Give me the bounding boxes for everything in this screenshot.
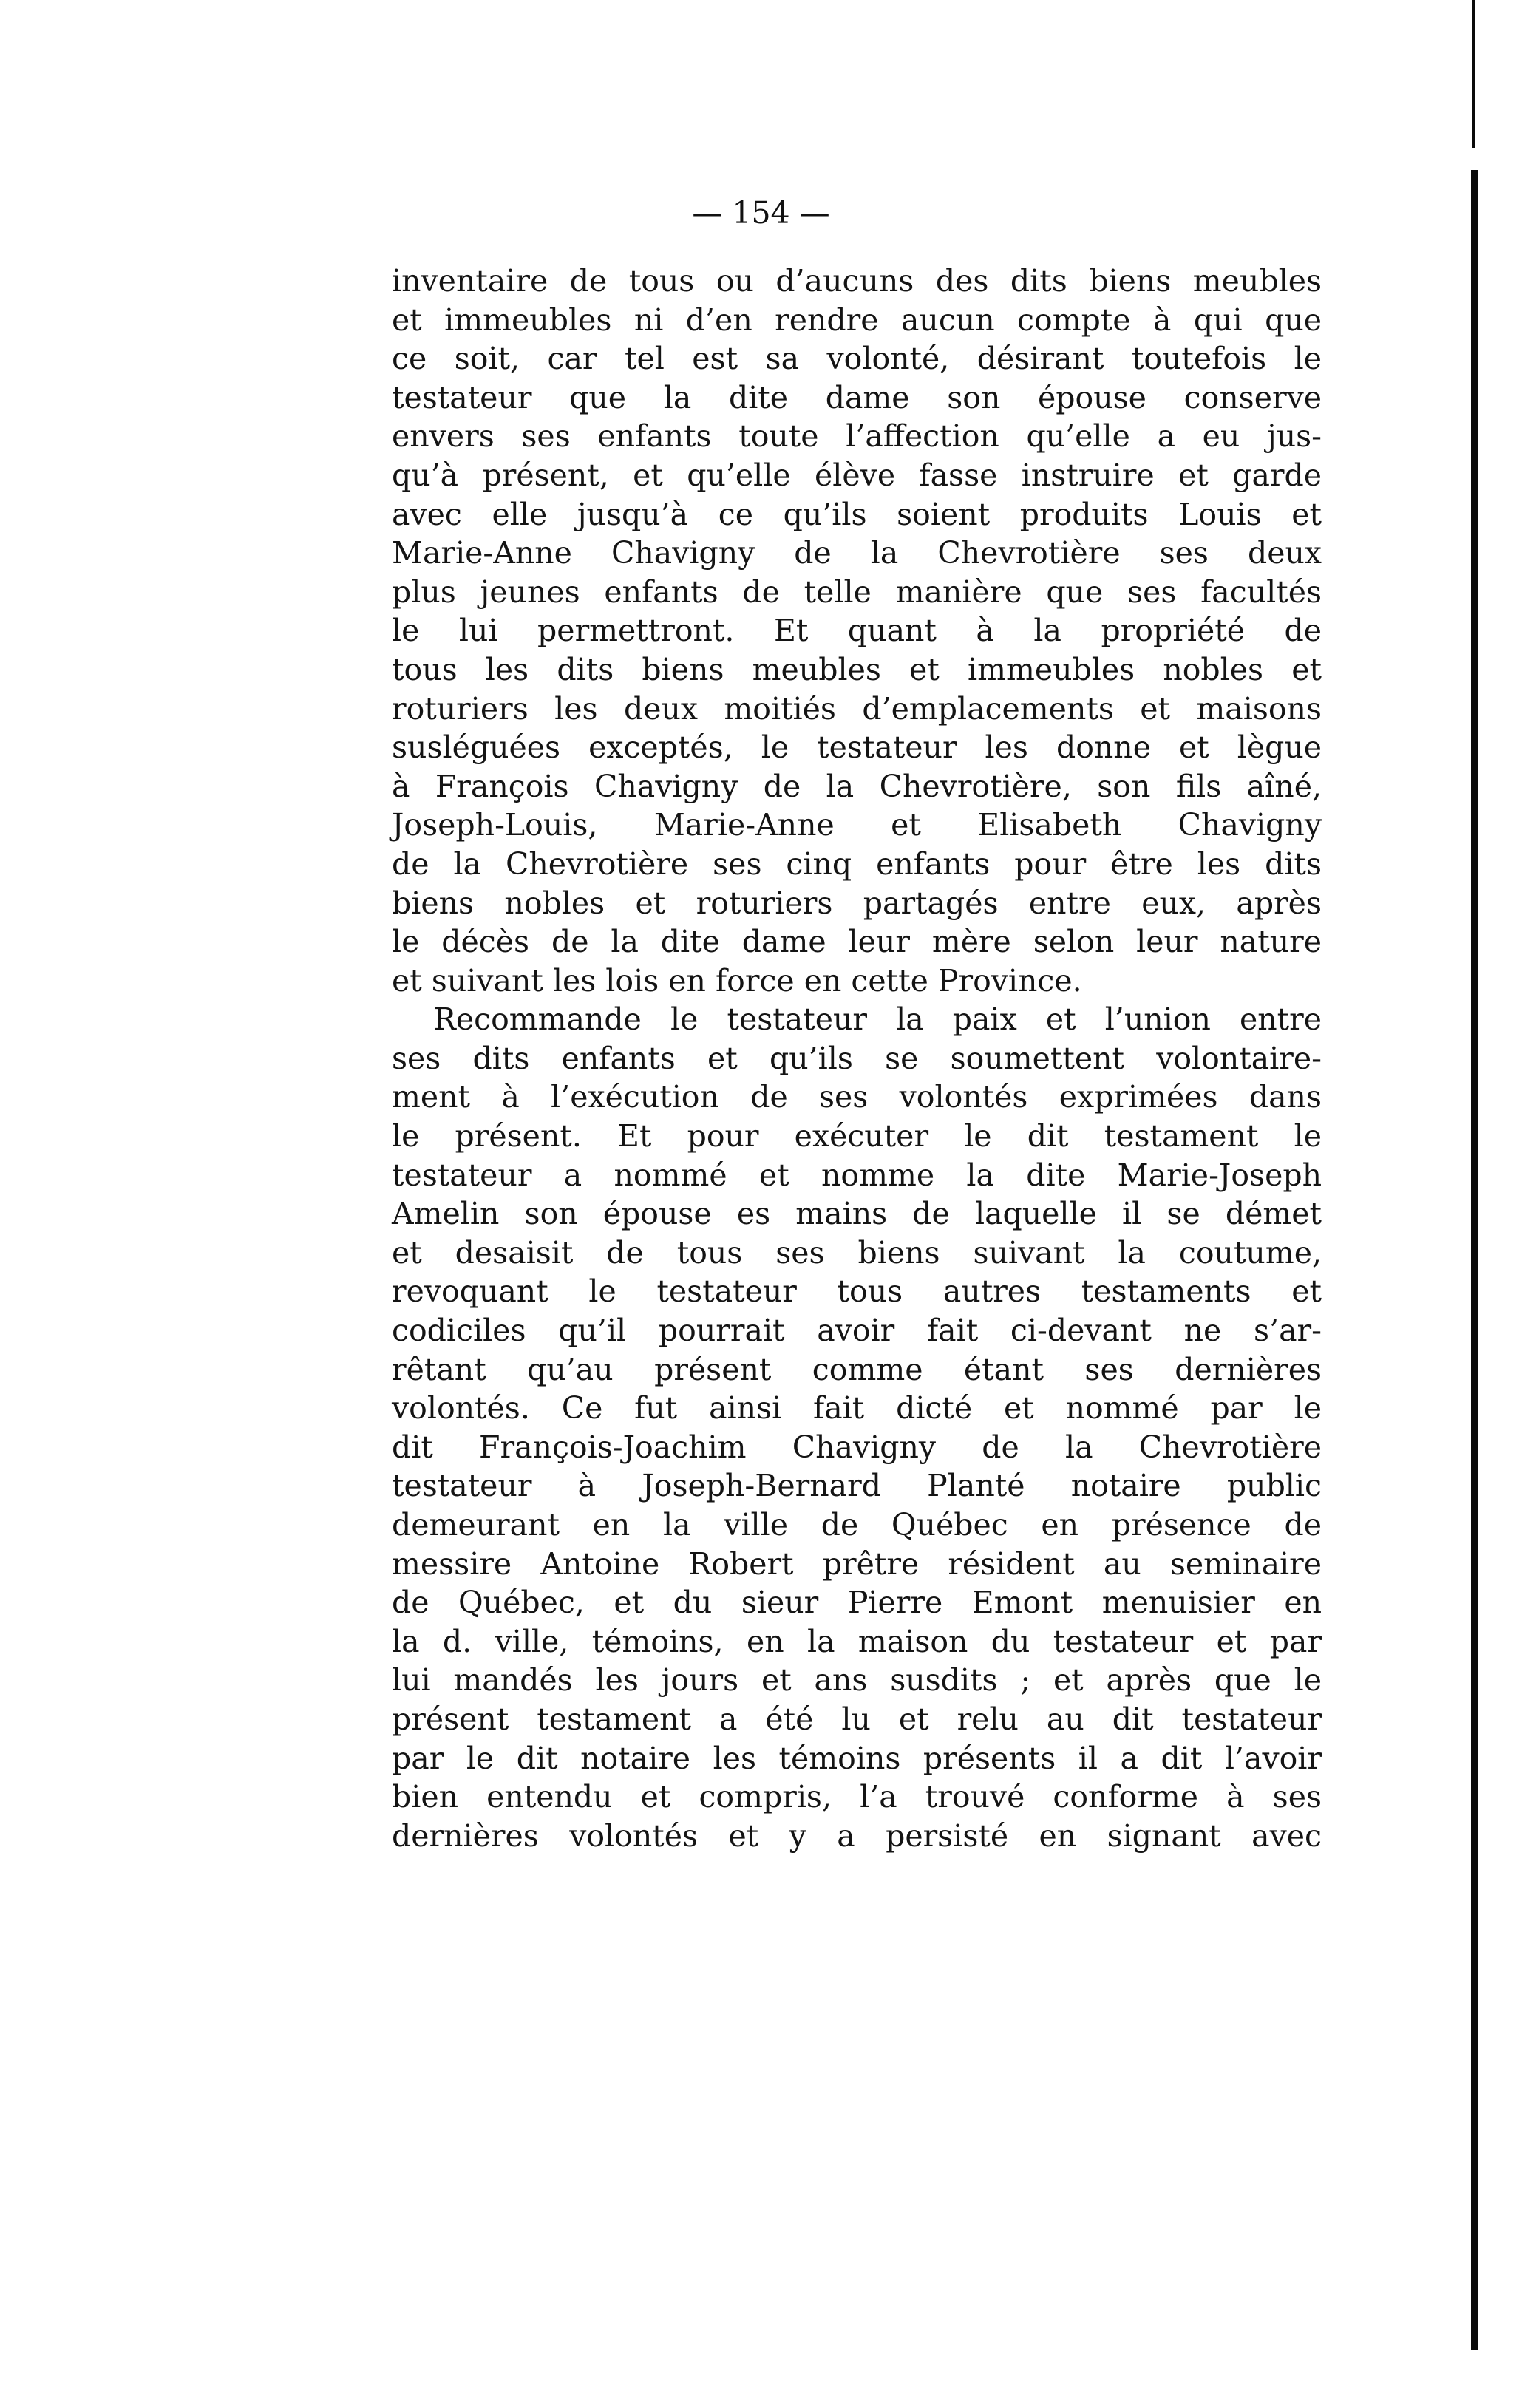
text-line: Amelin son épouse es mains de laquelle il se démet	[392, 1196, 1322, 1232]
text-line: bien entendu et compris, l’a trouvé conforme à ses	[392, 1779, 1322, 1815]
text-line: avec elle jusqu’à ce qu’ils soient produits Louis et	[392, 496, 1322, 532]
text-line: messire Antoine Robert prêtre résident au seminaire	[392, 1545, 1322, 1582]
text-line: testateur à Joseph-Bernard Planté notaire public	[392, 1468, 1322, 1504]
text-line: plus jeunes enfants de telle manière que ses facultés	[392, 574, 1322, 610]
text-line: volontés. Ce fut ainsi fait dicté et nommé par le	[392, 1390, 1322, 1426]
text-line: codiciles qu’il pourrait avoir fait ci-devant ne s’ar-	[392, 1313, 1322, 1349]
text-line: rêtant qu’au présent comme étant ses dernières	[392, 1351, 1322, 1387]
text-line: de Québec, et du sieur Pierre Emont menuisier en	[392, 1585, 1322, 1621]
text-line: qu’à présent, et qu’elle élève fasse instruire et garde	[392, 457, 1322, 493]
text-line: biens nobles et roturiers partagés entre eux, après	[392, 885, 1322, 921]
text-line: par le dit notaire les témoins présents il a dit l’avoir	[392, 1740, 1322, 1776]
text-line: présent testament a été lu et relu au dit testateur	[392, 1701, 1322, 1737]
scan-edge-top	[1472, 0, 1475, 148]
text-line: revoquant le testateur tous autres testaments et	[392, 1273, 1322, 1310]
text-line: le décès de la dite dame leur mère selon leur nature	[392, 924, 1322, 960]
text-line: testateur que la dite dame son épouse conserve	[392, 379, 1322, 415]
text-line: et desaisit de tous ses biens suivant la coutume,	[392, 1234, 1322, 1271]
text-line: ce soit, car tel est sa volonté, désirant toutefois le	[392, 341, 1322, 377]
text-line: dit François-Joachim Chavigny de la Chevrotière	[392, 1429, 1322, 1465]
text-line: le lui permettront. Et quant à la propriété de	[392, 613, 1322, 649]
text-line: Marie-Anne Chavigny de la Chevrotière ses deux	[392, 535, 1322, 571]
text-line: testateur a nommé et nomme la dite Marie-Joseph	[392, 1157, 1322, 1193]
text-line: tous les dits biens meubles et immeubles nobles et	[392, 651, 1322, 687]
text-line: envers ses enfants toute l’affection qu’elle a eu jus-	[392, 418, 1322, 455]
text-line: la d. ville, témoins, en la maison du testateur et par	[392, 1623, 1322, 1659]
scan-edge-bar	[1471, 170, 1478, 2350]
text-line: le présent. Et pour exécuter le dit testament le	[392, 1118, 1322, 1154]
text-line: Joseph-Louis, Marie-Anne et Elisabeth Chavigny	[392, 807, 1322, 843]
text-line: à François Chavigny de la Chevrotière, son fils aîné,	[392, 768, 1322, 804]
text-line: de la Chevrotière ses cinq enfants pour être les dits	[392, 846, 1322, 882]
text-line: et suivant les lois en force en cette Province.	[392, 962, 1082, 999]
text-line: et immeubles ni d’en rendre aucun compte à qui que	[392, 302, 1322, 338]
text-line: dernières volontés et y a persisté en signant avec	[392, 1817, 1322, 1854]
text-line: susléguées exceptés, le testateur les donne et lègue	[392, 729, 1322, 766]
body-text	[392, 262, 1322, 1855]
text-line: Recommande le testateur la paix et l’union entre	[433, 1001, 1322, 1038]
text-line: inventaire de tous ou d’aucuns des dits biens meubles	[392, 263, 1322, 299]
text-line: roturiers les deux moitiés d’emplacements et maisons	[392, 690, 1322, 727]
text-line: demeurant en la ville de Québec en présence de	[392, 1507, 1322, 1543]
text-line: ment à l’exécution de ses volontés exprimées dans	[392, 1079, 1322, 1115]
text-line: lui mandés les jours et ans susdits ; et après que le	[392, 1662, 1322, 1698]
text-line: ses dits enfants et qu’ils se soumettent volontaire-	[392, 1040, 1322, 1076]
page-number: — 154 —	[692, 195, 830, 231]
